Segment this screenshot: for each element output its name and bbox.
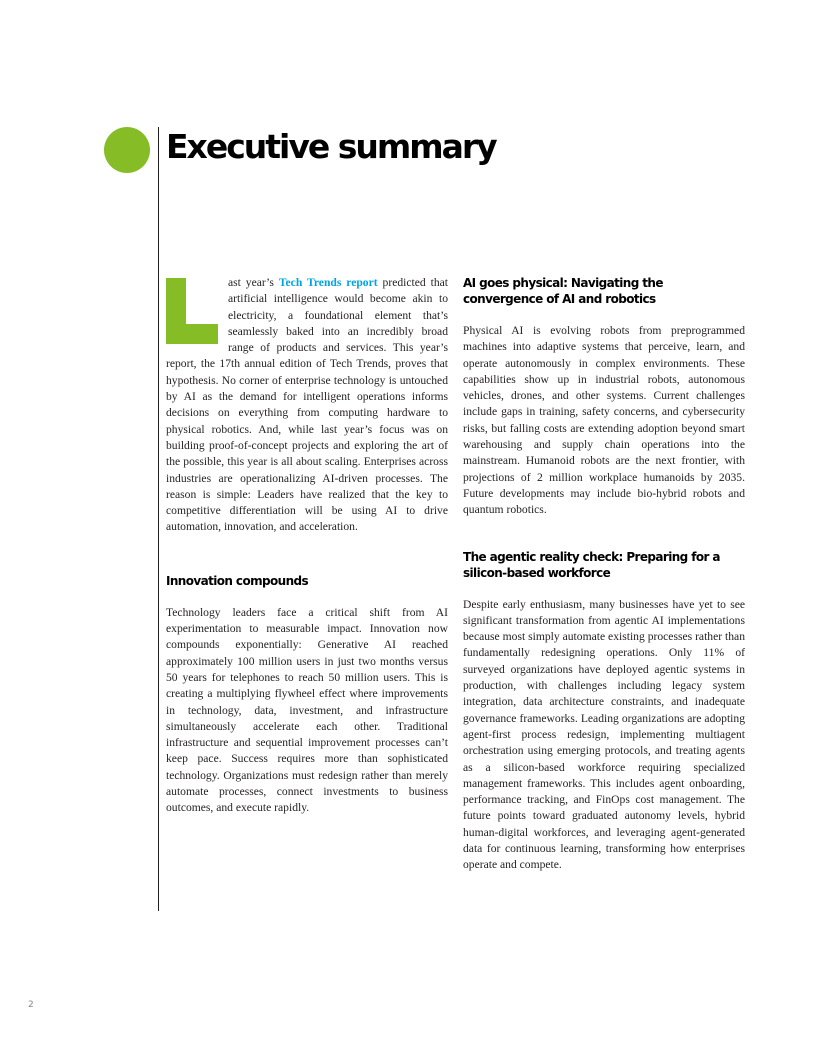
section-body-agentic: Despite early enthusiasm, many businesses have yet to see significant transformation from agentic AI implementations because most simply automate existing processes rather than fundamentally redesigning operations. Only 11% of surveyed organizations have deployed agentic systems in production, with challenges including legacy system integration, data architecture constraints, and inadequate governance frameworks. Leading organizations are adopting agent-first process redesign, implementing multiagent orchestration using emerging protocols, and treating agents as a silicon-based workforce requiring specialized management frameworks. This includes agent onboarding, performance tracking, and FinOps cost management. The future points toward graduated autonomy levels, hybrid human-digital workforces, and leveraging agent-generated data for continuous learning, transforming how enterprises operate and compete. <box>463 597 745 872</box>
section-body-innovation: Technology leaders face a critical shift from AI experimentation to measurable impact. Innovation now compounds exponentially: Generative AI reached approximately 100 million users in just two months versus 50 years for telephones to reach 50 million users. This is creating a multiplying flywheel effect where improvements in technology, data, investment, and infrastructure simultaneously accelerate each other. Traditional infrastructure and sequential improvement processes can’t keep pace. Success requires more than sophisticated technology. Organizations must redesign rather than merely automate processes, connect investments to business outcomes, and execute rapidly. <box>166 605 448 815</box>
vertical-rule <box>158 127 159 911</box>
intro-paragraph <box>166 275 448 536</box>
page-number: 2 <box>28 1000 34 1010</box>
green-dot-decoration <box>104 127 150 173</box>
page-title: Executive summary <box>166 127 496 166</box>
section-heading-agentic: The agentic reality check: Preparing for a silicon-based workforce <box>463 549 720 580</box>
intro-text-rest: predicted that artificial intelligence would become akin to electricity, a foundational element that’s seamlessly baked into an incredibly broad range of products and services. This year’s report, the 17th annual edition of Tech Trends, proves that hypothesis. No corner of enterprise technology is untouched by AI as the demand for intelligent operations informs decisions on everything from computing hardware to physical robotics. And, while last year’s focus was on building proof-of-concept projects and exploring the art of the possible, this year is all about scaling. Enterprises across industries are operationalizing AI-driven processes. The reason is simple: Leaders have realized that the key to competitive differentiation will be using AI to drive automation, innovation, and acceleration. <box>166 276 448 534</box>
tech-trends-report-link[interactable]: Tech Trends report <box>278 276 378 289</box>
intro-text-start: ast year’s <box>228 276 279 289</box>
section-body-physical-ai: Physical AI is evolving robots from preprogrammed machines into adaptive systems that perceive, learn, and operate autonomously in complex environments. These capabilities show up in industrial robots, autonomous vehicles, drones, and other systems. Current challenges include gaps in training, safety concerns, and cybersecurity risks, but falling costs are extending adoption beyond smart warehousing and supply chain operations into the mainstream. Humanoid robots are the next frontier, with projections of 2 million workplace humanoids by 2035. Future developments may include bio-hybrid robots and quantum robotics. <box>463 324 745 517</box>
section-heading-innovation: Innovation compounds <box>166 573 309 588</box>
left-column <box>166 275 448 817</box>
dropcap-letter <box>166 278 218 344</box>
right-column <box>463 275 745 874</box>
section-heading-physical-ai: AI goes physical: Navigating the convergence of AI and robotics <box>463 276 663 306</box>
